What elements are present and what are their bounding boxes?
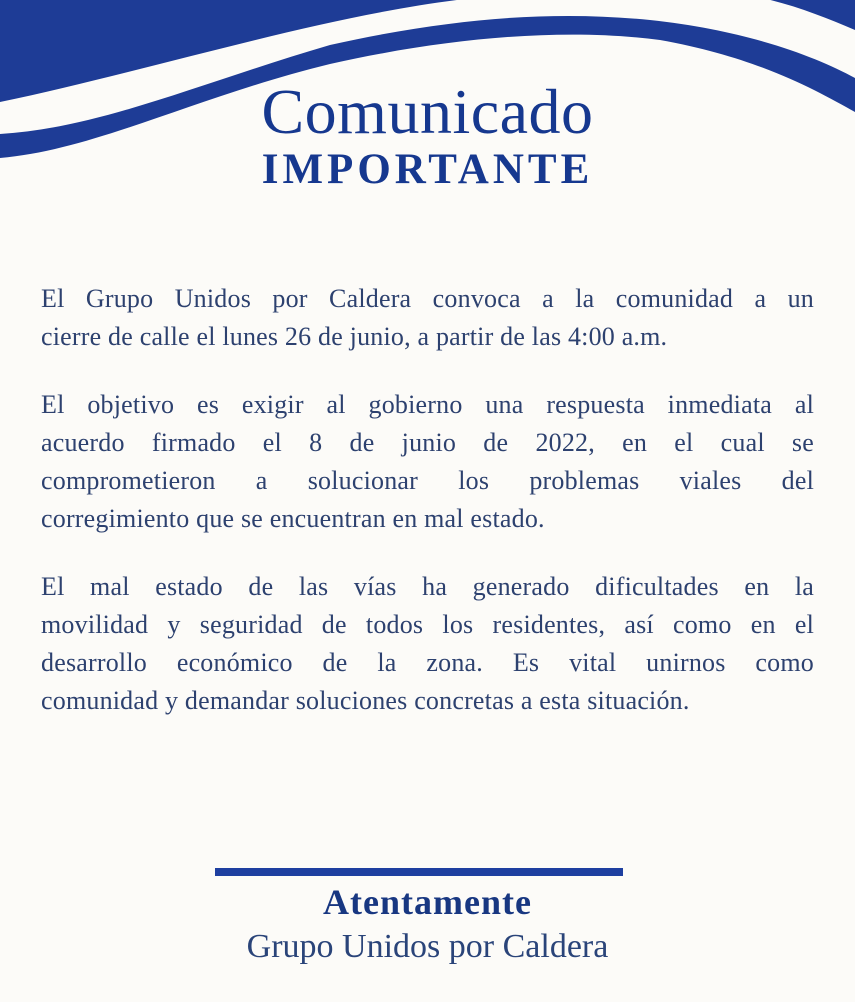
signature-text: Grupo Unidos por Caldera xyxy=(246,928,609,965)
closing-text: Atentamente xyxy=(323,882,532,922)
body-line: desarrollo económico de la zona. Es vital unirnos como xyxy=(41,648,814,677)
paragraph-convocation xyxy=(41,280,814,356)
page-title: Comunicado xyxy=(261,76,594,147)
page-subtitle: IMPORTANTE xyxy=(261,146,594,193)
body-line: acuerdo firmado el 8 de junio de 2022, en el cual se xyxy=(41,428,814,457)
announcement-body xyxy=(41,280,814,750)
body-line: comunidad y demandar soluciones concretas a esta situación. xyxy=(41,686,690,715)
body-line: cierre de calle el lunes 26 de junio, a partir de las 4:00 a.m. xyxy=(41,322,668,351)
body-line: El Grupo Unidos por Caldera convoca a la comunidad a un xyxy=(41,284,814,313)
body-line: corregimiento que se encuentran en mal estado. xyxy=(41,504,545,533)
body-line: El mal estado de las vías ha generado dificultades en la xyxy=(41,572,814,601)
body-line: movilidad y seguridad de todos los residentes, así como en el xyxy=(41,610,814,639)
signature-divider xyxy=(215,868,623,876)
paragraph-objective xyxy=(41,386,814,538)
body-line: El objetivo es exigir al gobierno una respuesta inmediata al xyxy=(41,390,814,419)
paragraph-roads xyxy=(41,568,814,720)
body-line: comprometieron a solucionar los problemas viales del xyxy=(41,466,814,495)
